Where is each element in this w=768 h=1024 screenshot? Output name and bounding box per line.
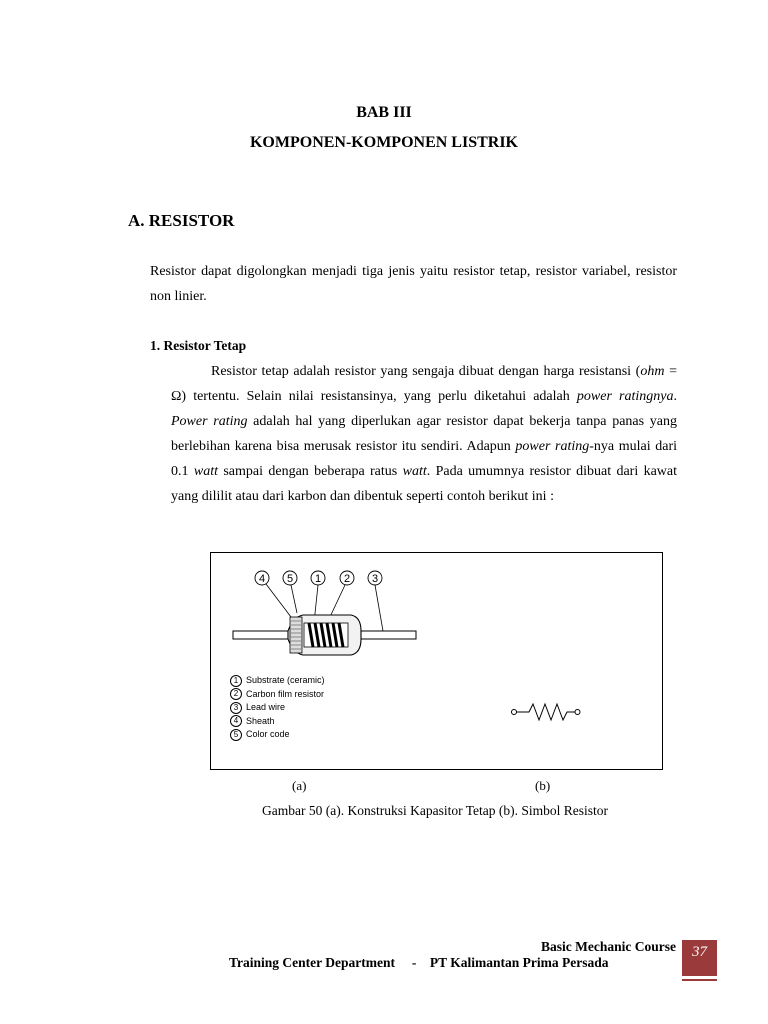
body-paragraph: Resistor tetap adalah resistor yang sengaja dibuat dengan harga resistansi (ohm = Ω) tertentu. Selain nilai resistansinya, yang perlu diketahui adalah power ratingnya. Power rating adalah hal yang diperlukan agar resistor dapat bekerja tanpa panas yang berlebihan karena bisa merusak resistor itu sendiri. Adapun power rating-nya mulai dari 0.1 watt sampai dengan beberapa ratus watt. Pada umumnya resistor dibuat dari kawat yang dililit atau dari karbon dan dibentuk seperti contoh berikut ini : (171, 364, 677, 504)
figure-label-b: (b) (535, 778, 551, 793)
resistor-symbol (512, 704, 581, 720)
footer-company: PT Kalimantan Prima Persada (429, 955, 609, 970)
figure-label-a: (a) (292, 778, 307, 793)
callout-1 (311, 571, 325, 585)
callout-2 (340, 571, 354, 585)
chapter-title: KOMPONEN-KOMPONEN LISTRIK (249, 134, 518, 151)
subsection-title: 1. Resistor Tetap (150, 338, 247, 353)
legend-item: 4 Sheath (230, 715, 325, 729)
footer-separator: - (411, 955, 417, 970)
callout-4 (255, 571, 269, 585)
footer-course: Basic Mechanic Course (541, 939, 676, 954)
page-number: 37 (682, 940, 717, 976)
legend-item: 3 Lead wire (230, 701, 325, 715)
page-number-underline (682, 979, 717, 981)
figure-caption: Gambar 50 (a). Konstruksi Kapasitor Tetap (b). Simbol Resistor (262, 803, 608, 818)
callout-5 (283, 571, 297, 585)
svg-text:1: 1 (314, 573, 322, 585)
callout-3 (368, 571, 382, 585)
legend-item: 1 Substrate (ceramic) (230, 674, 325, 688)
footer-department: Training Center Department (229, 955, 395, 970)
legend-item: 2 Carbon film resistor (230, 688, 325, 702)
figure-legend (230, 674, 325, 742)
chapter-number: BAB III (356, 104, 412, 121)
intro-paragraph: Resistor dapat digolongkan menjadi tiga jenis yaitu resistor tetap, resistor variabel, resistor non linier. (150, 264, 677, 304)
svg-text:4: 4 (258, 573, 266, 585)
svg-text:2: 2 (343, 573, 351, 585)
footer-line (229, 955, 608, 971)
svg-text:3: 3 (371, 573, 379, 585)
legend-item: 5 Color code (230, 728, 325, 742)
section-title: A. RESISTOR (128, 211, 235, 230)
svg-text:5: 5 (286, 573, 294, 585)
